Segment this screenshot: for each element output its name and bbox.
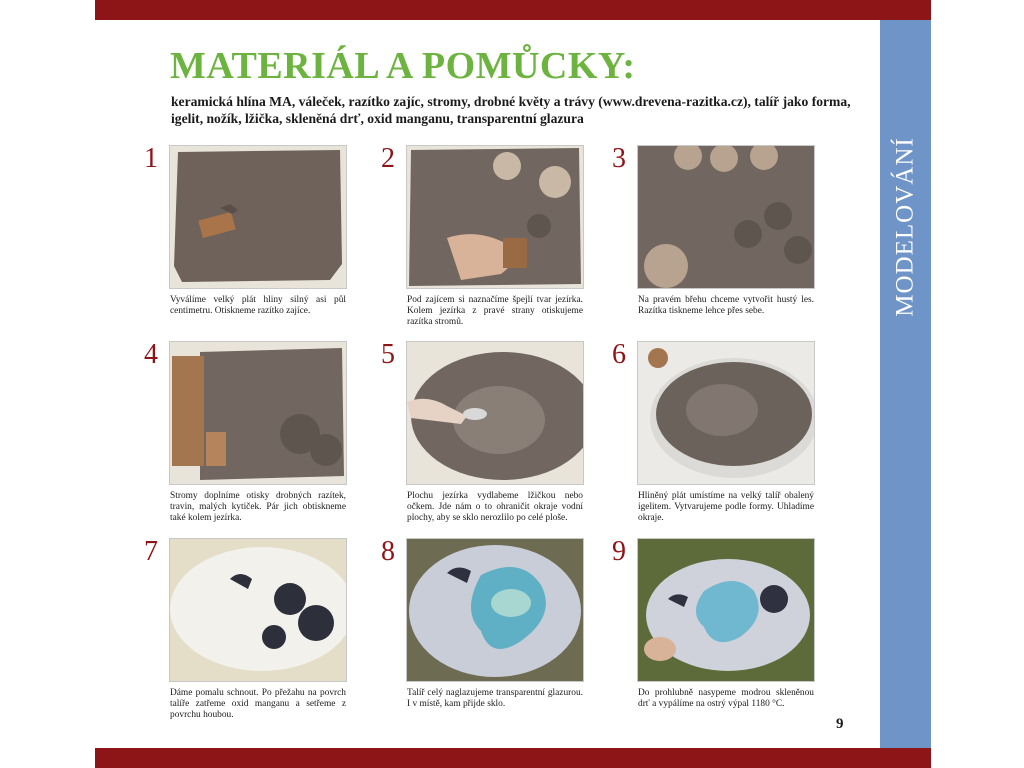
- step-number: 6: [612, 339, 626, 370]
- step-caption: Plochu jezírka vydlabeme lžičkou nebo očkem. Jde nám o to ohraničit okraje vodní plochy, aby se sklo nerozlilo po celé ploše.: [407, 491, 583, 523]
- step-number: 8: [381, 536, 395, 567]
- step-number: 5: [381, 339, 395, 370]
- step-photo: [406, 145, 584, 289]
- step-caption: Vyválíme velký plát hliny silný asi půl centimetru. Otiskneme razítko zajíce.: [170, 295, 346, 316]
- step-6: [612, 341, 852, 541]
- step-photo: [169, 145, 347, 289]
- step-photo: [169, 538, 347, 682]
- step-caption: Hliněný plát umístíme na velký talíř obalený igelitem. Vytvarujeme podle formy. Uhladíme okraje.: [638, 491, 814, 523]
- step-photo: [406, 538, 584, 682]
- step-8: [381, 538, 621, 738]
- materials-list: keramická hlína MA, váleček, razítko zajíc, stromy, drobné květy a trávy (www.drevena-razitka.cz), talíř jako forma, igelit, nožík, lžička, skleněná drť, oxid manganu, transparentní glazura: [171, 94, 851, 126]
- step-photo: [637, 341, 815, 485]
- bottom-bar: [95, 748, 931, 768]
- step-9: [612, 538, 852, 738]
- step-7: [144, 538, 384, 738]
- step-photo: [637, 538, 815, 682]
- page-heading: MATERIÁL A POMŮCKY:: [170, 45, 636, 87]
- step-number: 9: [612, 536, 626, 567]
- step-photo: [406, 341, 584, 485]
- step-3: [612, 145, 852, 345]
- step-caption: Talíř celý naglazujeme transparentní glazurou. I v místě, kam přijde sklo.: [407, 688, 583, 709]
- step-caption: Stromy doplníme otisky drobných razítek, travin, malých kytiček. Pár jich obtiskneme také kolem jezírka.: [170, 491, 346, 523]
- step-number: 7: [144, 536, 158, 567]
- step-1: [144, 145, 384, 345]
- step-photo: [637, 145, 815, 289]
- step-caption: Do prohlubně nasypeme modrou skleněnou drť a vypálíme na ostrý výpal 1180 °C.: [638, 688, 814, 709]
- step-number: 2: [381, 143, 395, 174]
- step-caption: Dáme pomalu schnout. Po přežahu na povrch talíře zatřeme oxid manganu a setřeme z povrchu houbou.: [170, 688, 346, 720]
- step-2: [381, 145, 621, 345]
- top-bar: [95, 0, 931, 20]
- step-4: [144, 341, 384, 541]
- page-number: 9: [836, 716, 844, 732]
- step-5: [381, 341, 621, 541]
- step-caption: Na pravém břehu chceme vytvořit hustý les. Razítka tiskneme lehce přes sebe.: [638, 295, 814, 316]
- step-number: 4: [144, 339, 158, 370]
- section-label: MODELOVÁNÍ: [891, 136, 919, 317]
- step-photo: [169, 341, 347, 485]
- step-caption: Pod zajícem si naznačíme špejlí tvar jezírka. Kolem jezírka z pravé strany otiskujeme razítka stromů.: [407, 295, 583, 327]
- step-number: 3: [612, 143, 626, 174]
- step-number: 1: [144, 143, 158, 174]
